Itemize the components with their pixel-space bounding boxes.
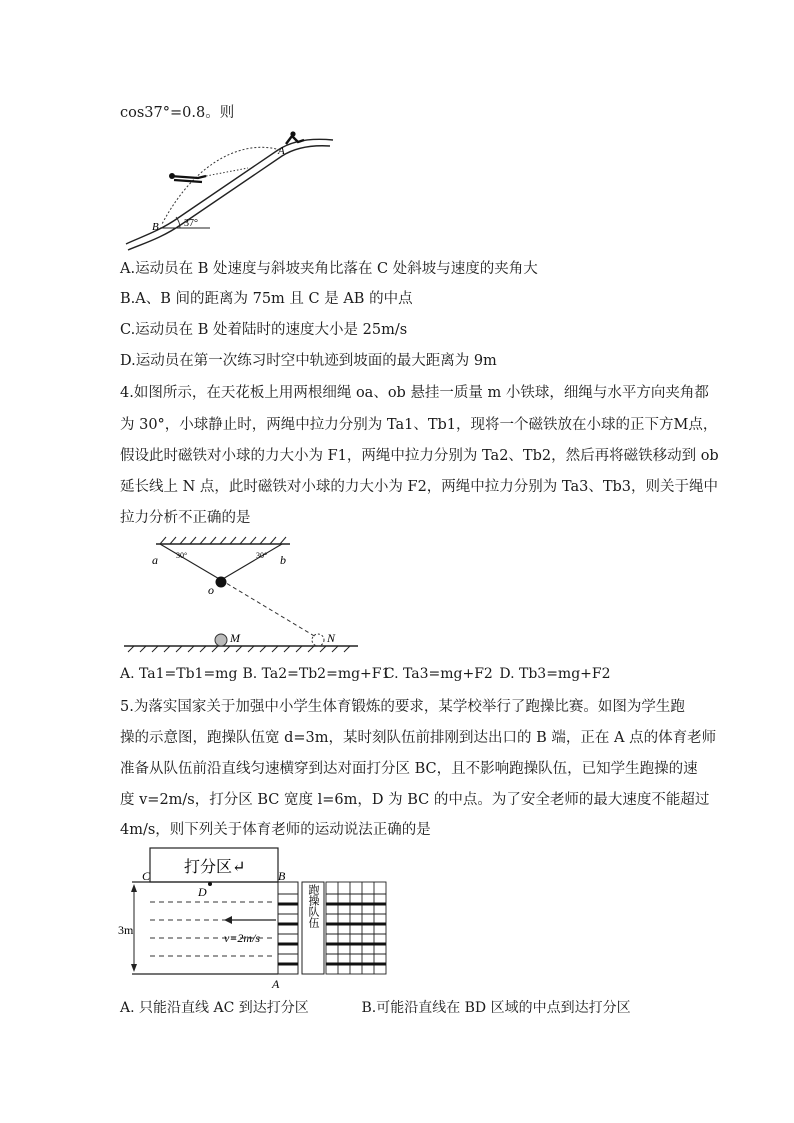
q4-line-3: 假设此时磁铁对小球的力大小为 F1，两绳中拉力分别为 Ta2、Tb2，然后再将磁铁移动到 ob <box>120 448 719 464</box>
q4-line-1: 4.如图所示，在天花板上用两根细绳 oa、ob 悬挂一质量 m 小铁球，细绳与水平方向夹角都 <box>120 385 709 401</box>
label-a: a <box>152 553 158 567</box>
label-b: b <box>280 553 286 567</box>
label-b: B <box>152 221 159 233</box>
label-n: N <box>327 631 336 645</box>
point-d <box>208 882 212 886</box>
runner-grid <box>326 882 386 974</box>
ski-slope-diagram <box>118 126 338 254</box>
string-oa <box>160 544 221 580</box>
label-c: C <box>142 869 151 883</box>
q3-option-c: C.运动员在 B 处着陆时的速度大小是 25m/s <box>120 322 408 338</box>
q5-line-5: 4m/s，则下列关于体育老师的运动说法正确的是 <box>120 822 431 838</box>
q4-option-c: C. Ta3=mg+F2 <box>383 666 493 682</box>
flying-skier-icon <box>170 176 206 182</box>
q4-line-4: 延长线上 N 点，此时磁铁对小球的力大小为 F2，两绳中拉力分别为 Ta3、Tb3，则关于绳中 <box>120 479 719 495</box>
q5-line-1: 5.为落实国家关于加强中小学生体育锻炼的要求，某学校举行了跑操比赛。如图为学生跑 <box>120 699 685 715</box>
angle-label: 37° <box>184 218 198 229</box>
flying-skier-head <box>169 173 175 179</box>
q5-option-b: B.可能沿直线在 BD 区域的中点到达打分区 <box>361 1000 631 1016</box>
label-d: D <box>198 885 207 899</box>
q5-line-2: 操的示意图，跑操队伍宽 d=3m，某时刻队伍前排刚到达出口的 B 端，正在 A 点的体育老师 <box>120 730 717 746</box>
q4-options-row <box>120 666 611 682</box>
hanging-ball-figure <box>120 534 370 652</box>
q3-lead-text: cos37°=0.8。则 <box>120 105 235 121</box>
magnet-m <box>215 634 227 646</box>
ceiling-hatch <box>160 537 286 544</box>
q3-option-a: A.运动员在 B 处速度与斜坡夹角比落在 C 处斜坡与速度的夹角大 <box>120 261 538 277</box>
q5-line-4: 度 v=2m/s，打分区 BC 宽度 l=6m，D 为 BC 的中点。为了安全老师的最大速度不能超过 <box>120 792 710 808</box>
ski-slope-figure <box>118 126 338 254</box>
hanging-ball-diagram <box>120 534 370 652</box>
skier-at-a-head <box>290 131 295 136</box>
team-label: 跑操队伍 <box>307 884 319 928</box>
front-column-cells <box>278 882 298 974</box>
q4-option-d: D. Tb3=mg+F2 <box>499 666 611 682</box>
width-arrow-bottom <box>131 964 137 972</box>
ob-extension-dashed <box>221 580 316 637</box>
iron-ball <box>216 577 227 588</box>
width-arrow-top <box>131 884 137 892</box>
running-team-diagram <box>120 846 390 992</box>
velocity-label: v=2m/s <box>224 931 261 945</box>
q3-option-b: B.A、B 间的距离为 75m 且 C 是 AB 的中点 <box>120 291 413 307</box>
q4-line-5: 拉力分析不正确的是 <box>120 510 251 526</box>
lane-dashes <box>150 902 276 956</box>
label-a: A <box>272 977 280 991</box>
running-team-figure <box>120 846 390 992</box>
slope-lower-edge <box>128 146 330 250</box>
q5-line-3: 准备从队伍前沿直线匀速横穿到达对面打分区 BC，且不影响跑操队伍，已知学生跑操的速 <box>120 761 698 777</box>
q4-option-b: B. Ta2=Tb2=mg+F1 <box>242 666 391 682</box>
string-ob <box>221 544 282 580</box>
q4-option-a: A. Ta1=Tb1=mg <box>120 666 238 682</box>
label-b: B <box>278 869 286 883</box>
ground-hatch <box>128 646 350 652</box>
label-o: o <box>208 583 214 597</box>
label-a: A <box>278 145 285 157</box>
velocity-arrow-head <box>224 916 232 924</box>
width-label: 3m <box>118 923 134 937</box>
label-m: M <box>230 631 240 645</box>
q4-line-2: 为 30°，小球静止时，两绳中拉力分别为 Ta1、Tb1，现将一个磁铁放在小球的正下方M点， <box>120 417 718 433</box>
q5-options-row <box>120 997 631 1017</box>
score-zone-label: 打分区↵ <box>184 859 246 876</box>
q3-option-d: D.运动员在第一次练习时空中轨迹到坡面的最大距离为 9m <box>120 353 497 369</box>
angle-right-label: 30° <box>256 551 268 560</box>
q5-option-a: A. 只能沿直线 AC 到达打分区 <box>120 1000 309 1016</box>
angle-left-label: 30° <box>176 551 188 560</box>
trajectory-dashed <box>162 147 280 224</box>
